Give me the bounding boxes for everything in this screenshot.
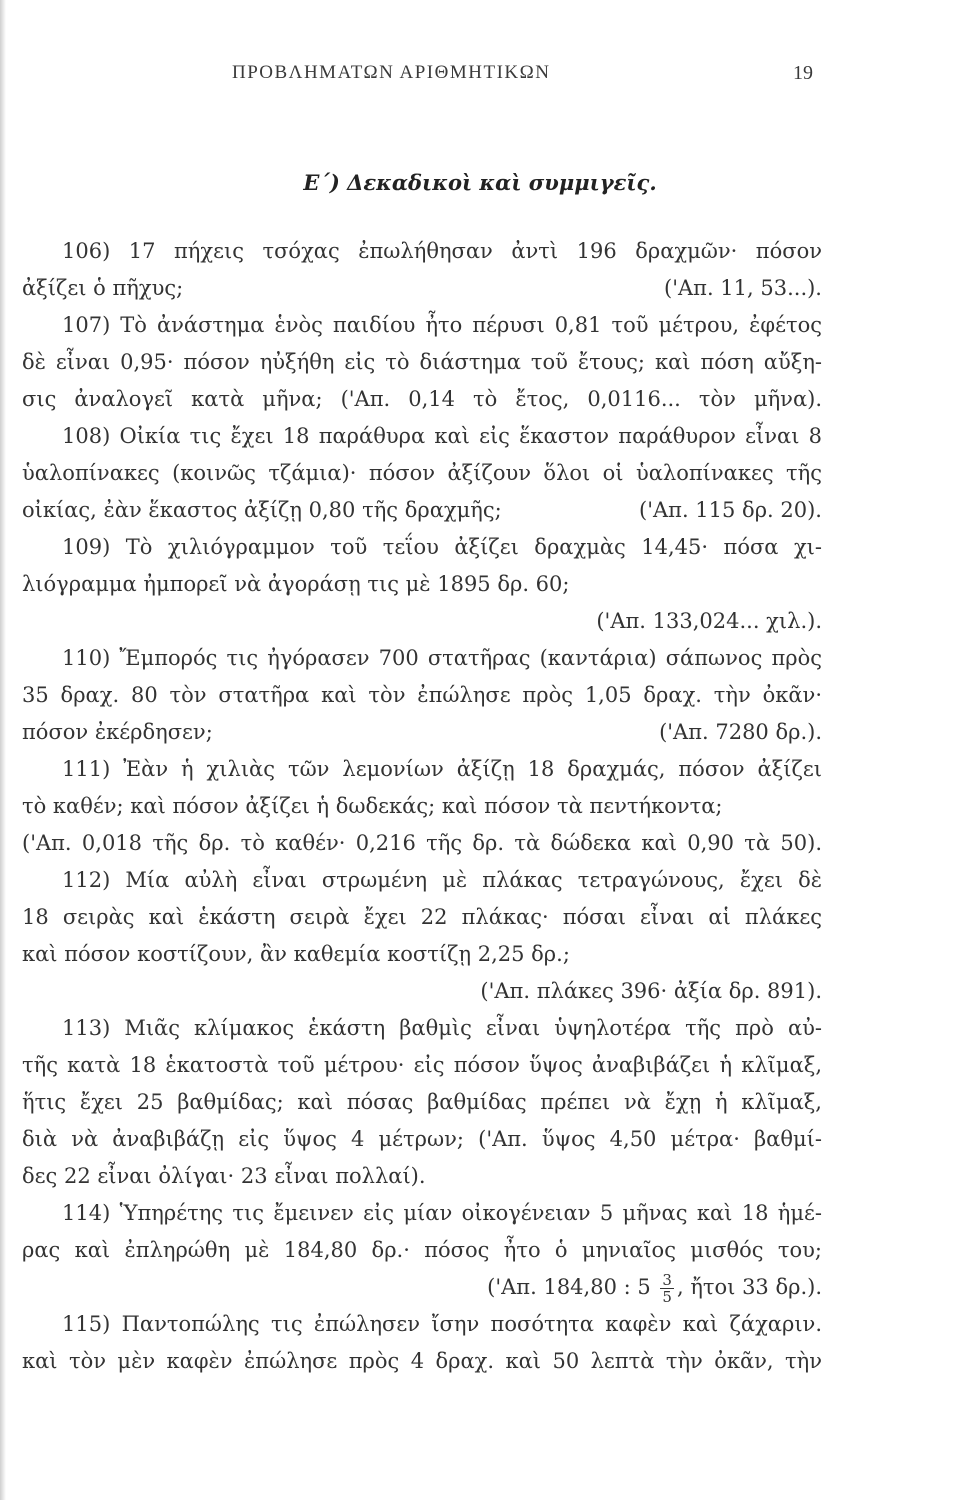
text-line: 113) Μιᾶς κλίμακος ἑκάστη βαθμὶς εἶναι ὑψηλοτέρα τῆς πρὸ αὐ- — [62, 1016, 822, 1040]
answer-114-line — [22, 1269, 822, 1306]
text-line: ('Απ. 0,018 τῆς δρ. τὸ καθέν· 0,216 τῆς δρ. τὰ δώδεκα καὶ 0,90 τὰ 50). — [22, 831, 822, 855]
text-line: 106) 17 πήχεις τσόχας ἐπωλήθησαν ἀντὶ 196 δραχμῶν· πόσον — [62, 239, 822, 263]
scan-edge-shadow — [0, 0, 6, 1500]
text-line: 107) Τὸ ἀνάστημα ἑνὸς παιδίου ἦτο πέρυσι 0,81 τοῦ μέτρου, ἐφέτος — [62, 313, 822, 337]
text-line: 108) Οἰκία τις ἔχει 18 παράθυρα καὶ εἰς ἕκαστον παράθυρον εἶναι 8 — [62, 424, 822, 448]
answer-109: ('Απ. 133,024... χιλ.). — [596, 609, 822, 633]
text-line: καὶ τὸν μὲν καφὲν ἐπώλησε πρὸς 4 δραχ. καὶ 50 λεπτὰ τὴν ὀκᾶν, τὴν — [22, 1349, 822, 1373]
page-number: 19 — [793, 62, 813, 84]
fraction-denominator: 5 — [662, 1288, 672, 1306]
text-line: καὶ πόσον κοστίζουν, ἂν καθεμία κοστίζῃ 2,25 δρ.; — [22, 942, 570, 966]
answer-114-end: , ἤτοι 33 δρ.). — [676, 1275, 822, 1299]
text-line-content: πόσον ἐκέρδησεν; — [22, 720, 213, 744]
text-line: δες 22 εἶναι ὀλίγαι· 23 εἶναι πολλαί). — [22, 1164, 426, 1188]
section-heading: Ε΄) Δεκαδικοὶ καὶ συμμιγεῖς. — [303, 170, 657, 195]
text-line — [22, 270, 822, 307]
text-line: τῆς κατὰ 18 ἑκατοστὰ τοῦ μέτρου· εἰς πόσον ὕψος ἀναβιβάζει ἡ κλῖμαξ, — [22, 1053, 822, 1077]
text-line: σις ἀναλογεῖ κατὰ μῆνα; ('Απ. 0,14 τὸ ἔτος, 0,0116... τὸν μῆνα). — [22, 387, 822, 411]
text-line: 112) Μία αὐλὴ εἶναι στρωμένη μὲ πλάκας τετραγώνους, ἔχει δὲ — [62, 868, 822, 892]
text-line: 110) Ἔμπορός τις ἠγόρασεν 700 στατῆρας (καντάρια) σάπωνος πρὸς — [62, 646, 822, 670]
text-line: ρας καὶ ἐπληρώθη μὲ 184,80 δρ.· πόσος ἦτο ὁ μηνιαῖος μισθός του; — [22, 1238, 822, 1262]
text-line: τὸ καθέν; καὶ πόσον ἀξίζει ἡ δωδεκάς; καὶ πόσον τὰ πεντήκοντα; — [22, 794, 723, 818]
fraction — [660, 1272, 674, 1305]
answer-112-line — [22, 973, 822, 1010]
answer-108: ('Απ. 115 δρ. 20). — [639, 498, 822, 522]
text-line: διὰ νὰ ἀναβιβάζῃ εἰς ὕψος 4 μέτρων; ('Απ. ὕψος 4,50 μέτρα· βαθμί- — [22, 1127, 822, 1151]
text-line — [22, 492, 822, 529]
running-title: ΠΡΟΒΛΗΜΑΤΩΝ ΑΡΙΘΜΗΤΙΚΩΝ — [232, 62, 551, 83]
text-line: 109) Τὸ χιλιόγραμμον τοῦ τεΐου ἀξίζει δραχμὰς 14,45· πόσα χι- — [62, 535, 822, 559]
text-line: δὲ εἶναι 0,95· πόσον ηὐξήθη εἰς τὸ διάστημα τοῦ ἔτους; καὶ πόση αὔξη- — [22, 350, 822, 374]
text-line: λιόγραμμα ἠμπορεῖ νὰ ἀγοράσῃ τις μὲ 1895 δρ. 60; — [22, 572, 570, 596]
answer-112: ('Απ. πλάκες 396· ἀξία δρ. 891). — [480, 979, 822, 1003]
answer-109-line — [22, 603, 822, 640]
fraction-numerator: 3 — [662, 1271, 672, 1289]
text-line: 35 δραχ. 80 τὸν στατῆρα καὶ τὸν ἐπώλησε πρὸς 1,05 δραχ. τὴν ὀκᾶν· — [22, 683, 822, 707]
answer-110: ('Απ. 7280 δρ.). — [659, 720, 822, 744]
problems-text — [22, 233, 822, 1380]
page-header — [0, 62, 960, 92]
text-line: 111) Ἐὰν ἡ χιλιὰς τῶν λεμονίων ἀξίζῃ 18 δραχμάς, πόσον ἀξίζει — [62, 757, 822, 781]
text-line: ἥτις ἔχει 25 βαθμίδας; καὶ πόσας βαθμίδας πρέπει νὰ ἔχῃ ἡ κλῖμαξ, — [22, 1090, 822, 1114]
answer-114-start: ('Απ. 184,80 : 5 — [487, 1275, 651, 1299]
text-line: 114) Ὑπηρέτης τις ἔμεινεν εἰς μίαν οἰκογένειαν 5 μῆνας καὶ 18 ἡμέ- — [62, 1201, 822, 1225]
text-line: 18 σειρὰς καὶ ἑκάστη σειρὰ ἔχει 22 πλάκας· πόσαι εἶναι αἱ πλάκες — [22, 905, 822, 929]
text-line: ὑαλοπίνακες (κοινῶς τζάμια)· πόσον ἀξίζουν ὅλοι οἱ ὑαλοπίνακες τῆς — [22, 461, 822, 485]
text-line-content: ἀξίζει ὁ πῆχυς; — [22, 276, 184, 300]
text-line: 115) Παντοπώλης τις ἐπώλησεν ἴσην ποσότητα καφὲν καὶ ζάχαριν. — [62, 1312, 822, 1336]
text-line — [22, 714, 822, 751]
answer-106: ('Απ. 11, 53...). — [664, 276, 822, 300]
text-line-content: οἰκίας, ἐὰν ἕκαστος ἀξίζῃ 0,80 τῆς δραχμῆς; — [22, 498, 502, 522]
